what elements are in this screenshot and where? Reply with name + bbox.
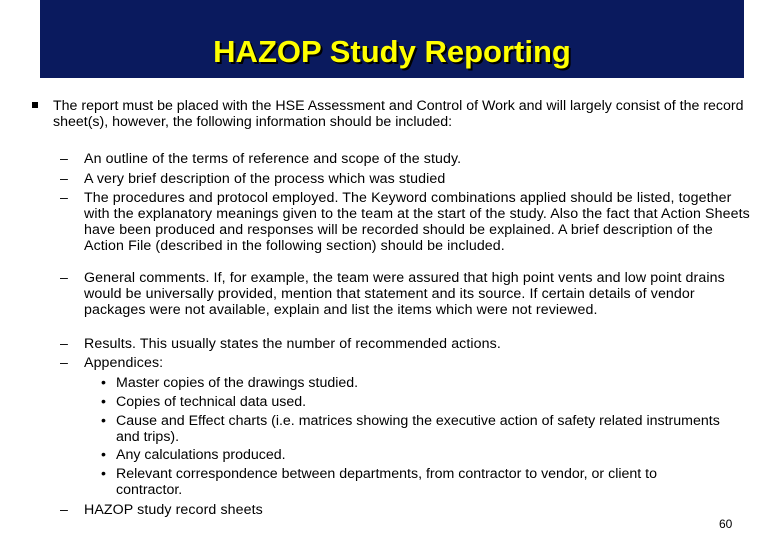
list-item [60, 151, 756, 167]
appendix-item-text: Any calculations produced. [116, 447, 286, 463]
dash-marker: – [60, 190, 68, 206]
dot-marker: • [101, 466, 106, 482]
list-item [60, 355, 756, 371]
dot-marker: • [101, 375, 106, 391]
list-item-text: The procedures and protocol employed. The Keyword combinations applied should be listed, together with the explanatory meanings given to the team at the start of the study. Also the fact that Action Sheets have been produced and responses will be recorded should be explained. A brief description of the Action File (described in the following section) should be included. [84, 190, 750, 254]
list-item-text: A very brief description of the process which was studied [84, 171, 446, 187]
dot-marker: • [101, 413, 106, 429]
list-item [60, 190, 756, 254]
dash-marker: – [60, 355, 68, 371]
slide-title: HAZOP Study Reporting [213, 34, 571, 69]
appendix-item [101, 394, 726, 410]
appendix-item [101, 466, 726, 498]
list-item-text: An outline of the terms of reference and scope of the study. [84, 151, 462, 167]
intro-paragraph: The report must be placed with the HSE Assessment and Control of Work and will largely consist of the record sheet(s), however, the following information should be included: [53, 98, 744, 130]
appendix-item-text: Relevant correspondence between departments, from contractor to vendor, or client to contractor. [116, 466, 657, 498]
page-number: 60 [719, 517, 733, 531]
appendix-item [101, 447, 726, 463]
list-item-text: Appendices: [84, 355, 164, 371]
list-item [60, 502, 756, 518]
dash-marker: – [60, 171, 68, 187]
list-item-text: Results. This usually states the number of recommended actions. [84, 336, 501, 352]
dash-marker: – [60, 502, 68, 518]
appendix-item-text: Copies of technical data used. [116, 394, 307, 410]
list-item [60, 270, 756, 318]
appendix-item-text: Master copies of the drawings studied. [116, 375, 359, 391]
appendix-item [101, 375, 726, 391]
list-item [60, 171, 756, 187]
dash-marker: – [60, 270, 68, 286]
list-item-text: General comments. If, for example, the team were assured that high point vents and low point drains would be universally provided, mention that statement and its source. If certain details of vendor packages were not available, explain and list the items which were not reviewed. [84, 270, 725, 318]
dash-marker: – [60, 151, 68, 167]
list-item [60, 336, 756, 352]
appendix-item-text: Cause and Effect charts (i.e. matrices showing the executive action of safety related instruments and trips). [116, 413, 720, 445]
dot-marker: • [101, 447, 106, 463]
list-item-text: HAZOP study record sheets [84, 502, 263, 518]
dot-marker: • [101, 394, 106, 410]
title-bar [40, 0, 744, 78]
appendix-item [101, 413, 726, 445]
square-bullet-icon [32, 102, 38, 108]
dash-marker: – [60, 336, 68, 352]
